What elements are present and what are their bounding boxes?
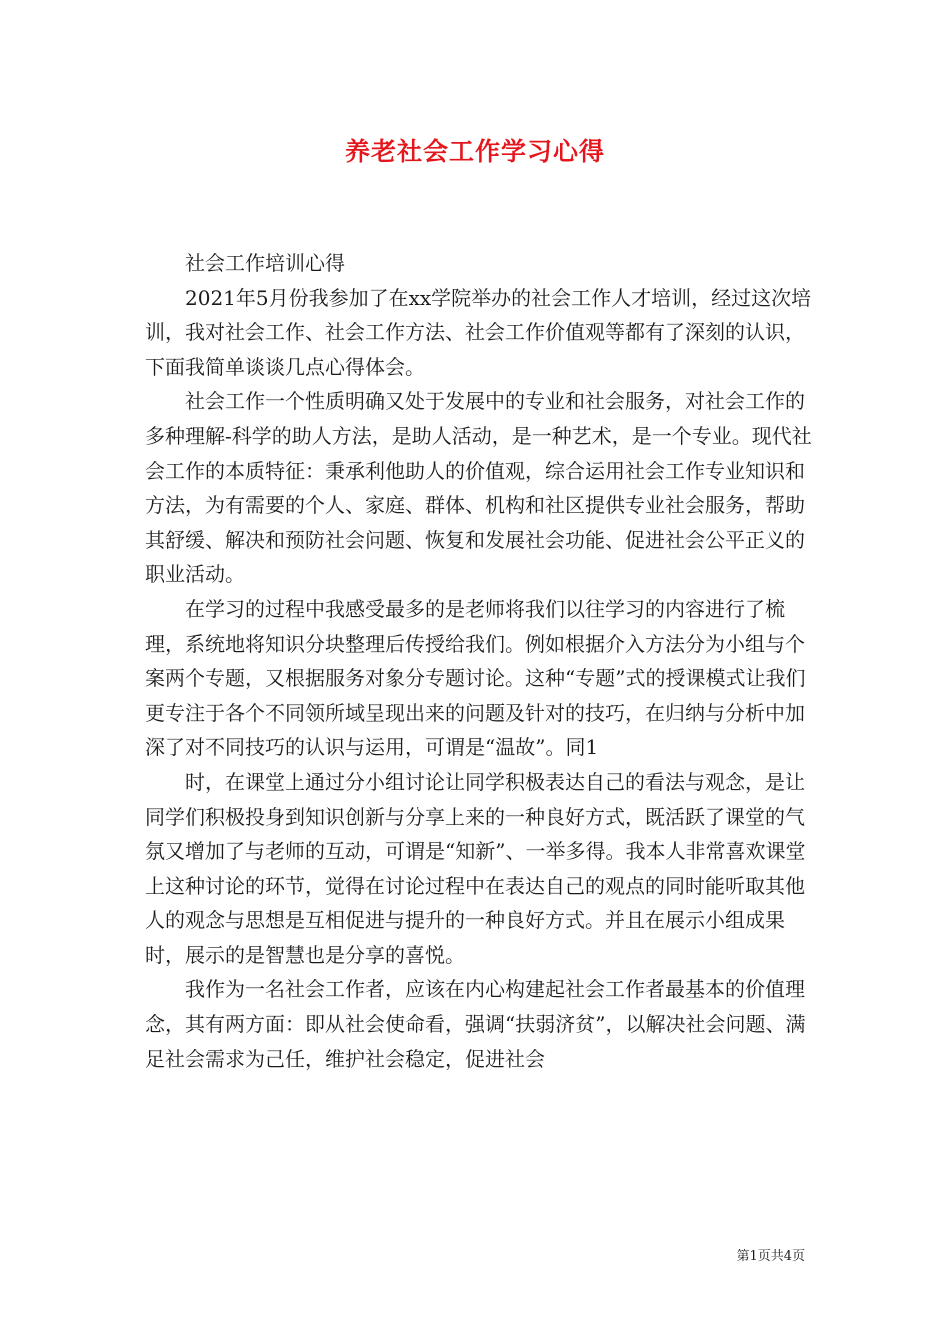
paragraph-4: 时，在课堂上通过分小组讨论让同学积极表达自己的看法与观念，是让同学们积极投身到知识创新与分享上来的一种良好方式，既活跃了课堂的气氛又增加了与老师的互动，可谓是“知新”、一举多得。我本人非常喜欢课堂上这种讨论的环节，觉得在讨论过程中在表达自己的观点的同时能听取其他人的观念与思想是互相促进与提升的一种良好方式。并且在展示小组成果时，展示的是智慧也是分享的喜悦。 <box>145 769 806 967</box>
paragraph-subtitle: 社会工作培训心得 <box>185 251 345 275</box>
paragraph-1: 2021年5月份我参加了在xx学院举办的社会工作人才培训，经过这次培训，我对社会工作、社会工作方法、社会工作价值观等都有了深刻的认识，下面我简单谈谈几点心得体会。 <box>145 285 812 379</box>
document-body <box>145 246 813 1076</box>
document-title: 养老社会工作学习心得 <box>344 137 605 166</box>
paragraph-3: 在学习的过程中我感受最多的是老师将我们以往学习的内容进行了梳理，系统地将知识分块整理后传授给我们。例如根据介入方法分为小组与个案两个专题，又根据服务对象分专题讨论。这种“专题”式的授课模式让我们更专注于各个不同领所域呈现出来的问题及针对的技巧，在归纳与分析中加深了对不同技巧的认识与运用，可谓是“温故”。同1 <box>145 596 806 760</box>
paragraph-5: 我作为一名社会工作者，应该在内心构建起社会工作者最基本的价值理念，其有两方面：即从社会使命看，强调“扶弱济贫”，以解决社会问题、满足社会需求为己任，维护社会稳定，促进社会 <box>145 977 806 1071</box>
page-number-footer: 第1页共4页 <box>736 1249 805 1264</box>
paragraph-2: 社会工作一个性质明确又处于发展中的专业和社会服务，对社会工作的多种理解-科学的助人方法，是助人活动，是一种艺术，是一个专业。现代社会工作的本质特征：秉承利他助人的价值观，综合运用社会工作专业知识和方法，为有需要的个人、家庭、群体、机构和社区提供专业社会服务，帮助其舒缓、解决和预防社会问题、恢复和发展社会功能、促进社会公平正义的职业活动。 <box>145 389 812 587</box>
